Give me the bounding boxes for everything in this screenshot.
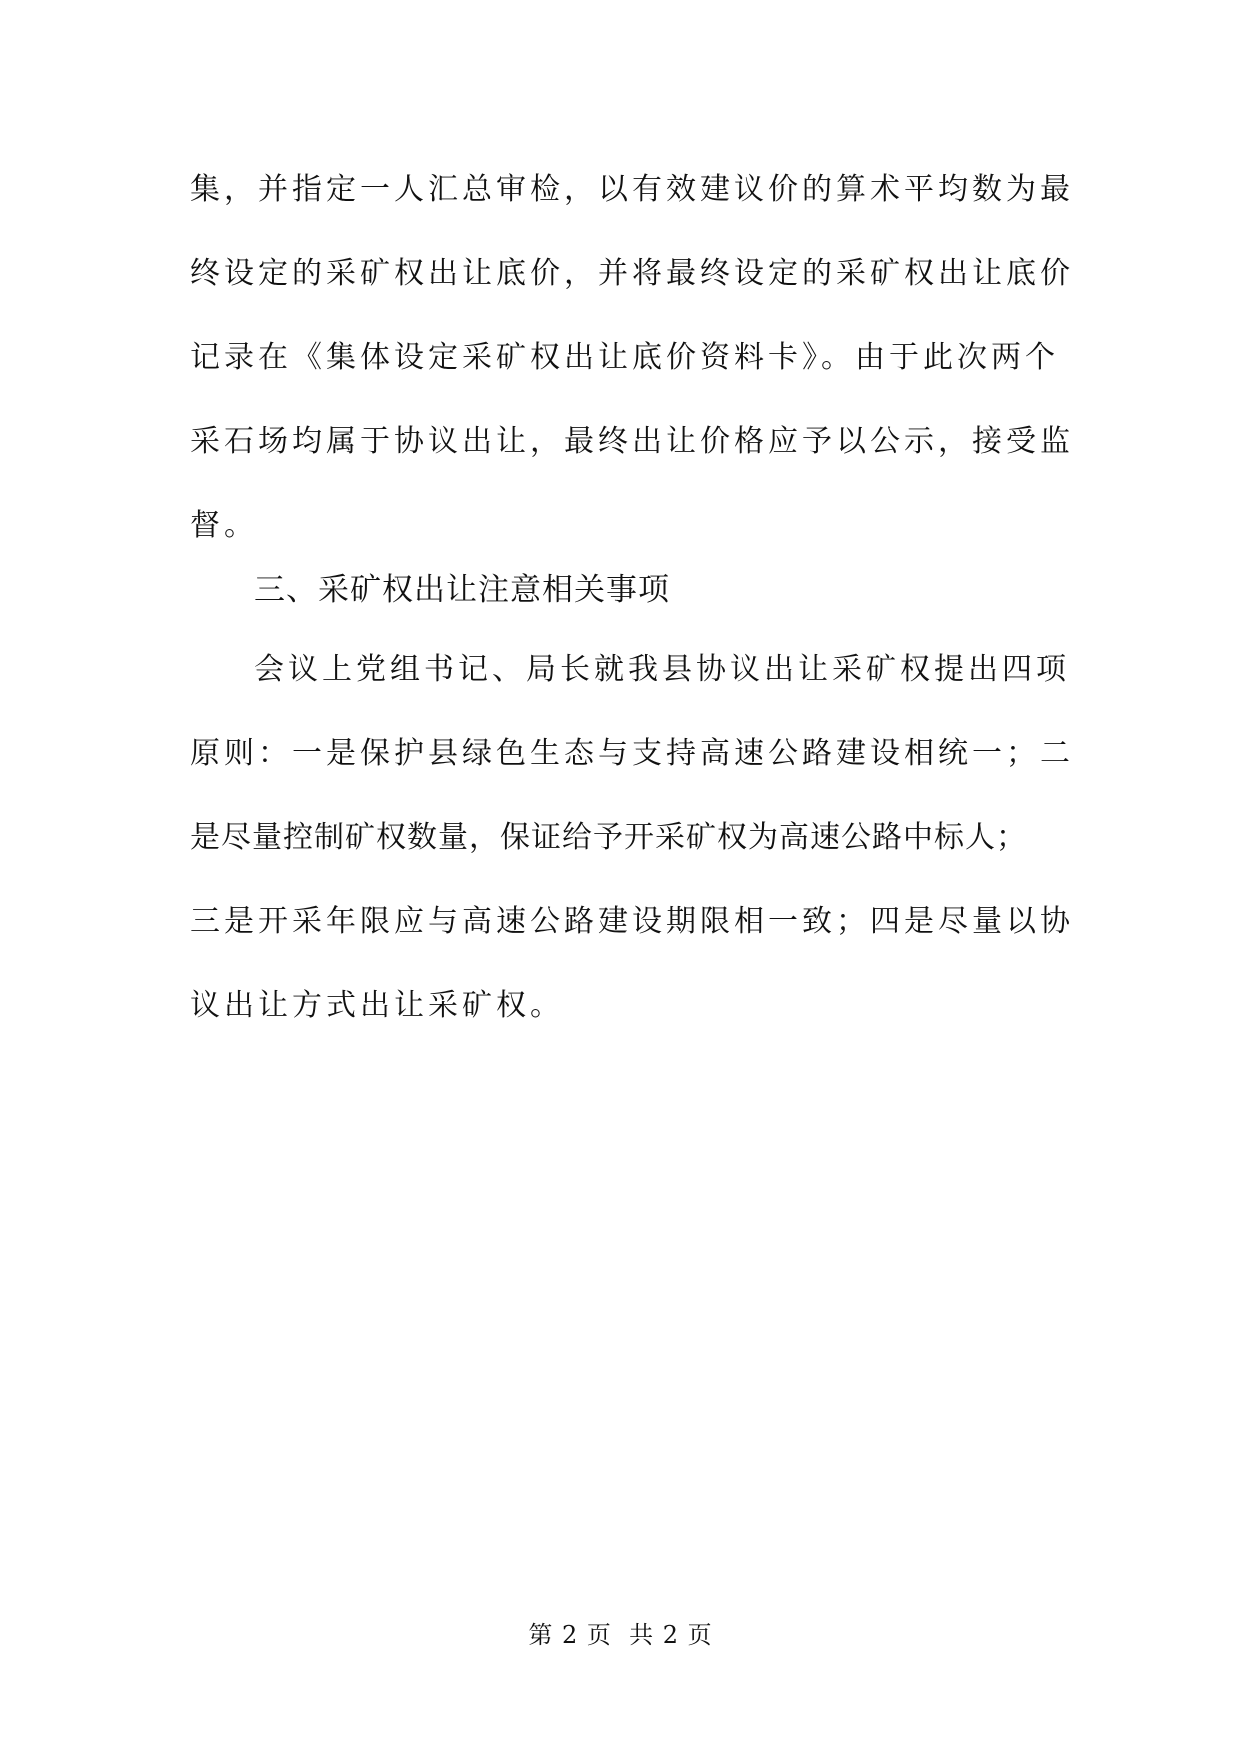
paragraph-line: 采石场均属于协议出让，最终出让价格应予以公示，接受监	[190, 424, 1074, 459]
paragraph-1	[190, 148, 1074, 568]
paragraph-line: 督。	[190, 508, 258, 543]
paragraph-line: 集，并指定一人汇总审检，以有效建议价的算术平均数为最	[190, 172, 1074, 207]
paragraph-2	[190, 628, 1074, 1048]
section-heading: 三、采矿权出让注意相关事项	[254, 572, 670, 608]
paragraph-line: 原则：一是保护县绿色生态与支持高速公路建设相统一；二	[190, 736, 1074, 771]
paragraph-line: 会议上党组书记、局长就我县协议出让采矿权提出四项	[220, 652, 1070, 687]
paragraph-line: 三是开采年限应与高速公路建设期限相一致；四是尽量以协	[190, 904, 1074, 939]
paragraph-line: 议出让方式出让采矿权。	[190, 988, 564, 1023]
paragraph-line: 终设定的采矿权出让底价，并将最终设定的采矿权出让底价	[190, 256, 1074, 291]
page-footer: 第 2 页 共 2 页	[528, 1621, 713, 1649]
paragraph-line: 是尽量控制矿权数量，保证给予开采矿权为高速公路中标人；	[190, 820, 1027, 855]
paragraph-line: 记录在《集体设定采矿权出让底价资料卡》。由于此次两个	[190, 340, 1059, 375]
